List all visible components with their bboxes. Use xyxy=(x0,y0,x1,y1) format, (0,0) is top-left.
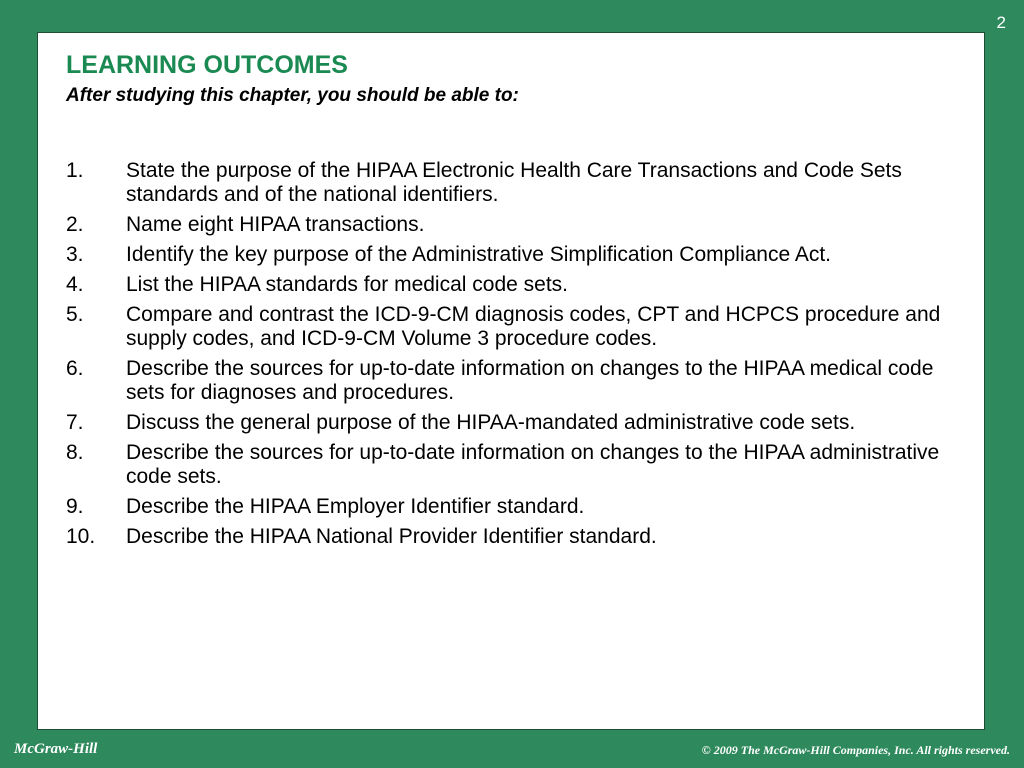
outcome-text: Describe the HIPAA National Provider Identifier standard. xyxy=(126,525,657,548)
outcome-text: Compare and contrast the ICD-9-CM diagnosis codes, CPT and HCPCS procedure and supply codes, and ICD-9-CM Volume 3 procedure codes. xyxy=(126,303,941,350)
outcome-number: 6. xyxy=(66,357,84,380)
outcome-text: Describe the sources for up-to-date information on changes to the HIPAA medical code sets for diagnoses and procedures. xyxy=(126,357,934,404)
outcome-item xyxy=(66,273,966,297)
outcome-item xyxy=(66,495,966,519)
outcome-item xyxy=(66,243,966,267)
outcome-text: Discuss the general purpose of the HIPAA-mandated administrative code sets. xyxy=(126,411,856,434)
publisher-logo-text: McGraw-Hill xyxy=(14,741,98,757)
outcome-number: 8. xyxy=(66,441,84,464)
outcome-number: 1. xyxy=(66,159,84,182)
outcome-number: 7. xyxy=(66,411,84,434)
outcomes-list xyxy=(66,159,966,555)
slide-subtitle: After studying this chapter, you should be able to: xyxy=(66,85,519,106)
outcome-text: State the purpose of the HIPAA Electronic Health Care Transactions and Code Sets standards and of the national identifiers. xyxy=(126,159,902,206)
outcome-item xyxy=(66,159,966,207)
slide-title: LEARNING OUTCOMES xyxy=(66,51,348,79)
outcome-text: Identify the key purpose of the Administrative Simplification Compliance Act. xyxy=(126,243,832,266)
outcome-number: 4. xyxy=(66,273,84,296)
outcome-item xyxy=(66,411,966,435)
outcome-item xyxy=(66,441,966,489)
copyright-notice: © 2009 The McGraw-Hill Companies, Inc. All rights reserved. xyxy=(701,743,1010,757)
outcome-number: 3. xyxy=(66,243,84,266)
outcome-item xyxy=(66,357,966,405)
outcome-text: Name eight HIPAA transactions. xyxy=(126,213,425,236)
slide-content xyxy=(37,32,985,730)
outcome-text: Describe the sources for up-to-date information on changes to the HIPAA administrative code sets. xyxy=(126,441,940,488)
outcome-number: 9. xyxy=(66,495,84,518)
outcome-number: 10. xyxy=(66,525,96,548)
outcome-item xyxy=(66,303,966,351)
outcome-number: 5. xyxy=(66,303,84,326)
outcome-text: Describe the HIPAA Employer Identifier standard. xyxy=(126,495,585,518)
outcome-item xyxy=(66,525,966,549)
outcome-item xyxy=(66,213,966,237)
outcome-number: 2. xyxy=(66,213,84,236)
outcome-text: List the HIPAA standards for medical code sets. xyxy=(126,273,568,296)
page-number: 2 xyxy=(996,13,1006,32)
